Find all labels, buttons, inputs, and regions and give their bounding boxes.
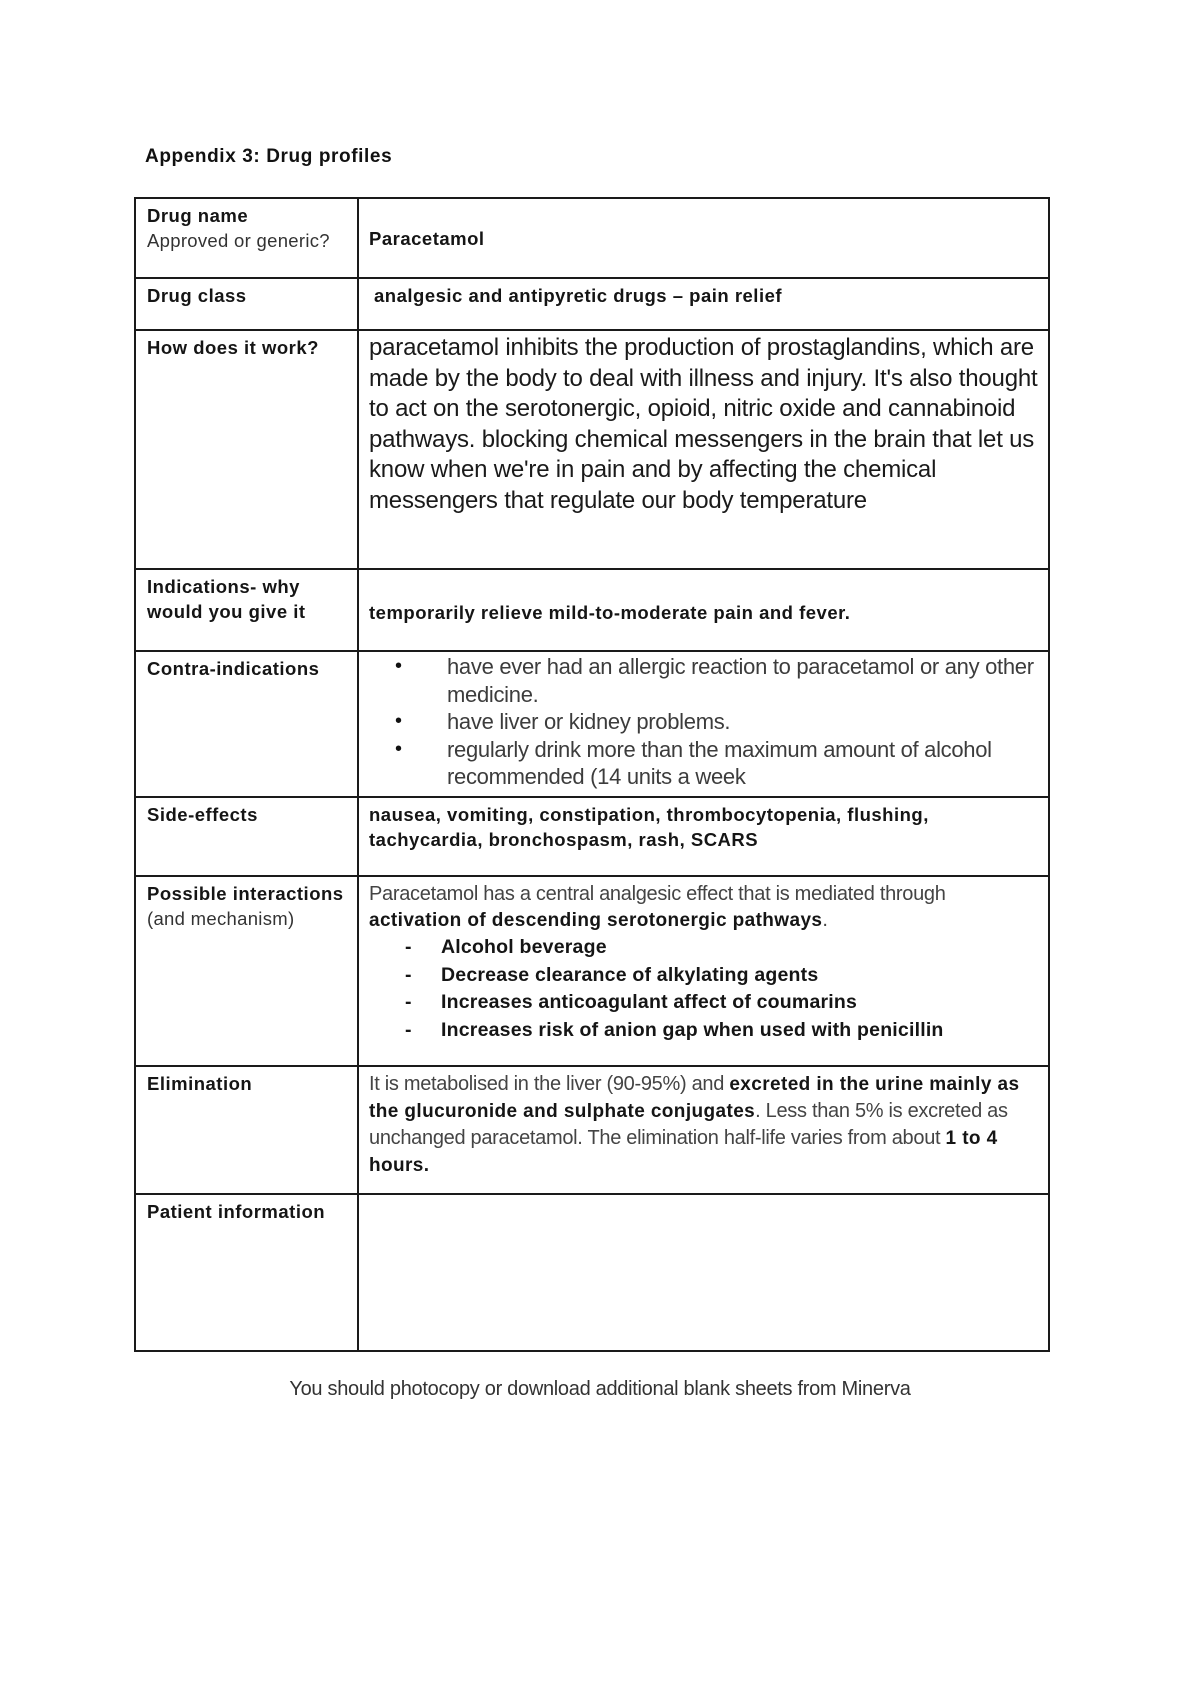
row-interactions: [135, 876, 1049, 1066]
indications-label: Indications- why would you give it: [147, 576, 306, 622]
side-effects-label: Side-effects: [147, 804, 258, 825]
footer-note: You should photocopy or download additional blank sheets from Minerva: [289, 1378, 911, 1400]
value-cell-drug-name: [358, 198, 1049, 278]
interactions-list: [369, 934, 1038, 1044]
value-cell-how-it-works: [358, 330, 1049, 569]
label-cell-how-it-works: [135, 330, 358, 569]
interactions-intro-end: .: [822, 909, 828, 931]
drug-profile-table: [134, 197, 1050, 1352]
drug-class-label: Drug class: [147, 285, 247, 306]
label-cell-indications: [135, 569, 358, 651]
elimination-value: [369, 1071, 1038, 1179]
value-cell-interactions: [358, 876, 1049, 1066]
contraindication-item: • have liver or kidney problems.: [447, 708, 1038, 736]
drug-name-value: Paracetamol: [369, 227, 485, 249]
contraindication-item: • regularly drink more than the maximum amount of alcohol recommended (14 units a week: [447, 736, 1038, 791]
row-indications: [135, 569, 1049, 651]
interaction-item: - Increases anticoagulant affect of coumarins: [441, 989, 1038, 1017]
contraindication-item: • have ever had an allergic reaction to paracetamol or any other medicine.: [447, 653, 1038, 708]
value-cell-contraindications: [358, 651, 1049, 797]
side-effects-value: nausea, vomiting, constipation, thrombocytopenia, flushing, tachycardia, bronchospasm, rash, SCARS: [369, 804, 929, 850]
row-elimination: [135, 1066, 1049, 1194]
page-heading: Appendix 3: Drug profiles: [145, 146, 393, 167]
label-cell-patient-information: [135, 1194, 358, 1351]
row-side-effects: [135, 797, 1049, 876]
interactions-intro: [369, 881, 1038, 934]
indications-value: temporarily relieve mild-to-moderate pain and fever.: [369, 601, 851, 623]
elimination-text-1: It is metabolised in the liver (90-95%) and: [369, 1073, 730, 1095]
interaction-item: - Increases risk of anion gap when used with penicillin: [441, 1017, 1038, 1045]
value-cell-patient-information: [358, 1194, 1049, 1351]
elimination-emphasis-1: excreted in the urine mainly as the glucuronide and sulphate conjugates: [369, 1074, 1020, 1122]
contraindications-label: Contra-indications: [147, 658, 320, 679]
drug-class-value: analgesic and antipyretic drugs – pain relief: [374, 285, 783, 306]
row-patient-information: [135, 1194, 1049, 1351]
how-it-works-value: paracetamol inhibits the production of prostaglandins, which are made by the body to deal with illness and injury. It's also thought to act on the serotonergic, opioid, nitric oxide and cannabinoid pathways. blocking chemical messengers in the brain that let us know when we're in pain and by affecting the chemical messengers that regulate our body temperature: [369, 334, 1038, 514]
interactions-label: Possible interactions: [147, 883, 344, 904]
label-cell-elimination: [135, 1066, 358, 1194]
interactions-intro-text: Paracetamol has a central analgesic effect that is mediated through: [369, 883, 946, 905]
value-cell-drug-class: [358, 278, 1049, 330]
label-cell-drug-class: [135, 278, 358, 330]
elimination-label: Elimination: [147, 1073, 253, 1094]
patient-information-label: Patient information: [147, 1201, 326, 1222]
mechanism-label: (and mechanism): [147, 908, 295, 929]
label-cell-side-effects: [135, 797, 358, 876]
label-cell-drug-name: [135, 198, 358, 278]
value-cell-side-effects: [358, 797, 1049, 876]
label-cell-contraindications: [135, 651, 358, 797]
how-it-works-label: How does it work?: [147, 337, 319, 358]
row-how-it-works: [135, 330, 1049, 569]
value-cell-elimination: [358, 1066, 1049, 1194]
drug-name-label: Drug name: [147, 205, 249, 226]
approved-or-generic-label: Approved or generic?: [147, 230, 330, 251]
label-cell-interactions: [135, 876, 358, 1066]
contraindications-list: [369, 653, 1038, 791]
value-cell-indications: [358, 569, 1049, 651]
row-contraindications: [135, 651, 1049, 797]
elimination-emphasis-2: 1 to 4 hours.: [369, 1128, 998, 1176]
elimination-text-2: . Less than 5% is excreted as unchanged paracetamol. The elimination half-life varies from about: [369, 1100, 1008, 1149]
row-drug-name: [135, 198, 1049, 278]
row-drug-class: [135, 278, 1049, 330]
interaction-item: - Decrease clearance of alkylating agents: [441, 962, 1038, 990]
interactions-intro-emphasis: activation of descending serotonergic pathways: [369, 910, 823, 931]
interaction-item: - Alcohol beverage: [441, 934, 1038, 962]
